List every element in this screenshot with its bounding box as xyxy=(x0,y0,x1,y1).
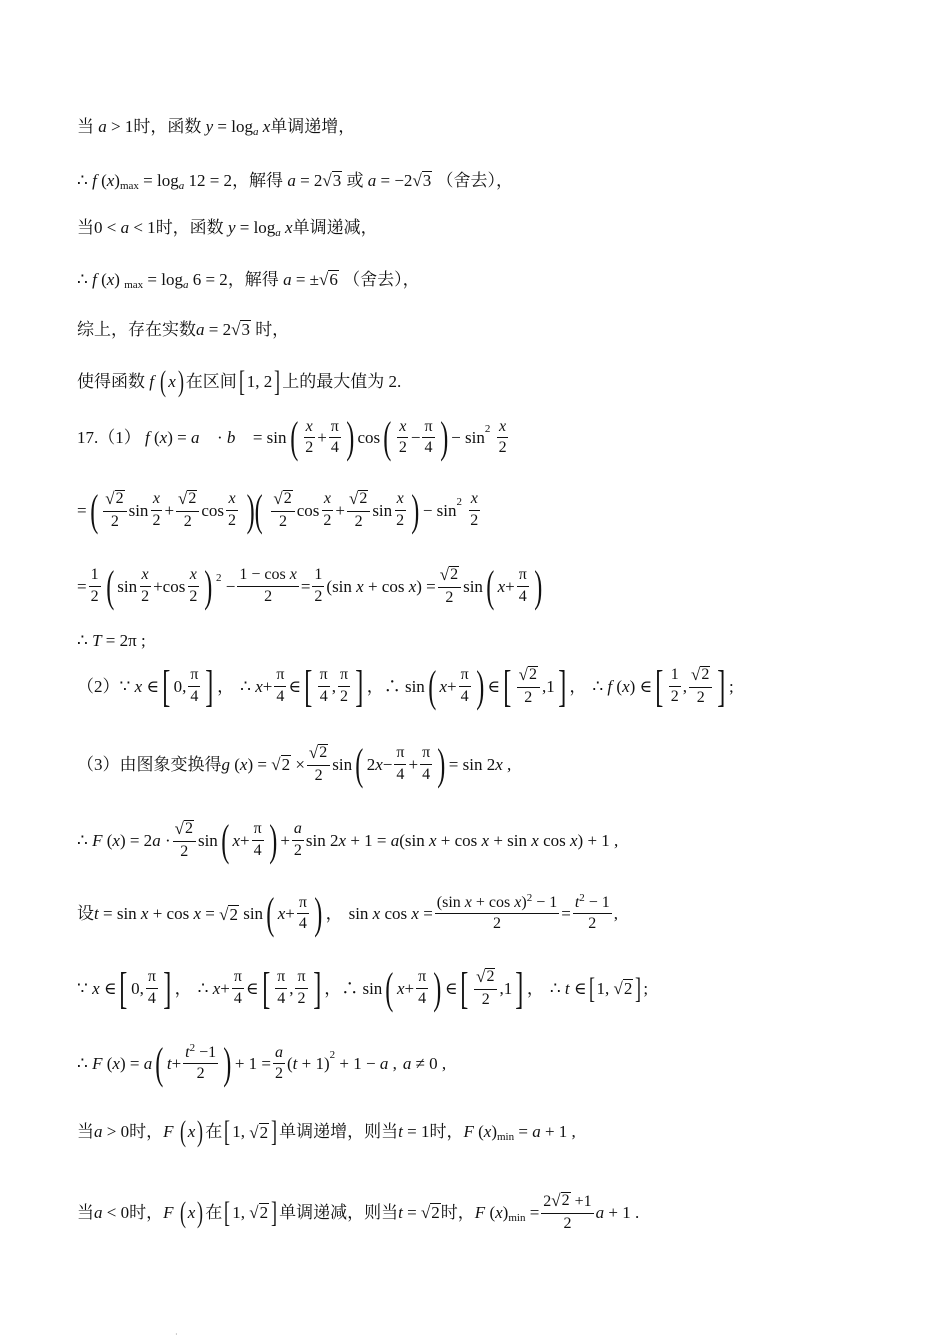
text: 在区间 xyxy=(185,372,237,391)
text: 或 xyxy=(346,170,364,190)
text-line-17: 当 a > 0 时， F ( x ) 在 [ 1, √ 2 ] 单调递增，则当 t = 1 时， F ( x ) min = a + 1 , xyxy=(77,1115,576,1148)
text: 当 xyxy=(77,1202,94,1222)
text-line-18: 当 a < 0 时， F ( x ) 在 [ 1, √ 2 ] 单调递减，则当 t = √ 2 时， F ( x ) min = 2 √ 2 +1 2 a + 1 . xyxy=(77,1191,640,1232)
text: （舍去）， xyxy=(436,170,514,190)
text: 单调递减， xyxy=(292,218,378,237)
text: 当 xyxy=(77,1122,94,1141)
text: 时， xyxy=(129,1122,164,1141)
text: 时， xyxy=(429,1122,464,1141)
text: （3）由图象变换得 xyxy=(77,754,222,774)
text-line-6: 使得函数 f ( x ) 在区间 [ 1, 2 ] 上的最大值为 2. xyxy=(77,365,402,398)
text: 上的最大值为 2. xyxy=(282,372,402,391)
text-line-15: ∵ x ∈ [ 0, $\frac{\pi}{4}$ ] ， ∴ x + $\frac{\pi}{4}$ ∈ [ $\frac{\pi}{4}$ , $\frac{\pi}{2}$ ] ，∴ sin ( x + $\frac{\pi}{4}$ ) ∈ [ √ 2 2 ,1 ] ， ∴ t ∈ [ 1, √ 2 ] ; xyxy=(77,963,649,1013)
text: 时， xyxy=(255,319,290,339)
text: 使得函数 xyxy=(77,372,145,391)
text-line-14: 设 t = sin x + cos x = √ 2 sin ( x + $\frac{\pi}{4}$ ) ， sin x cos x = $\frac{(\sin x + \cos x)^2 - 1}{2}$ = $\frac{t^2 - 1}{2}$ , xyxy=(77,889,619,938)
text-line-3: 当 0 < a < 1 时，函数 y = log a x 单调递减， xyxy=(77,218,378,239)
text-line-9: = $\frac{1}{2}$ ( sin $\frac{x}{2}$ +cos $\frac{x}{2}$ ) 2 − $\frac{\text{1 − cos x}}{2}$ = $\frac{1}{2}$ (sin x + cos x ) = √ 2 2 sin ( x + $\frac{\pi}{4}$ ) xyxy=(77,561,543,611)
text: 综上，存在实数 xyxy=(77,319,196,339)
text: （2） xyxy=(77,676,120,696)
text: 时， xyxy=(440,1202,475,1222)
text-line-5: 综上，存在实数 a = 2 √ 3 时， xyxy=(77,319,290,339)
text: （舍去）， xyxy=(343,269,420,289)
text: 设 xyxy=(77,904,94,924)
text: ，解得 xyxy=(227,269,279,289)
text: 在 xyxy=(205,1202,223,1222)
text-line-13: ∴ F ( x ) = 2 a · √ 2 2 sin ( x + $\frac{\pi}{4}$ ) + $\frac{a}{2}$ sin 2 x + 1 = a (sin x + cos x + sin x cos x ) + 1 , xyxy=(77,815,619,865)
text-line-11: （2） ∵ x ∈ [ 0, $\frac{\pi}{4}$ ] ， ∴ x + $\frac{\pi}{4}$ ∈ [ $\frac{\pi}{4}$ , $\frac{\pi}{2}$ ] ，∴ sin ( x + $\frac{\pi}{4}$ ) ∈ [ √ 2 2 ,1 ] ， ∴ f ( x ) ∈ [ $\frac{1}{2}$ , √ 2 2 ] ; xyxy=(77,661,734,711)
text: 时，函数 xyxy=(133,117,202,136)
text: 在 xyxy=(205,1122,223,1141)
text: 时，函数 xyxy=(155,218,224,237)
text-line-12: （3）由图象变换得 g ( x ) = √ 2 × √ 2 2 sin ( 2 x − $\frac{\pi}{4}$ + $\frac{\pi}{4}$ ) = sin 2 x , xyxy=(77,739,512,789)
text-line-8: = ( √ 2 2 sin $\frac{x}{2}$ + √ 2 2 cos $\frac{x}{2}$ )( √ 2 2 cos $\frac{x}{2}$ + √ 2 2 sin $\frac{x}{2}$ ) − sin 2 $\frac{x}{2}$ xyxy=(77,485,479,535)
text: 单调递增， xyxy=(270,117,356,136)
text-line-16: ∴ F ( x ) = a ( t + $\frac{t^2 -1}{2}$ ) + 1 = $\frac{a}{2}$ ( t + 1) 2 + 1 − a , a ≠ 0 , xyxy=(77,1039,447,1088)
text: 单调递增，则当 xyxy=(279,1122,399,1141)
text: 当 xyxy=(77,218,94,237)
text: 时， xyxy=(129,1202,164,1222)
text-line-2: ∴ f ( x ) max = log a 12 = 2 ，解得 a = 2 √ 3 或 a = −2 √ 3 （舍去）， xyxy=(77,170,514,192)
text-line-10: ∴ T = 2π ; xyxy=(77,631,146,650)
text-line-1: 当 a > 1 时，函数 y = log a x 单调递增， xyxy=(77,117,356,138)
text: 单调递减，则当 xyxy=(279,1202,399,1222)
text-line-7: 17.（1） f ( x ) = a⃗ · b⃗ = sin ( $\frac{x}{2}$ + $\frac{\pi}{4}$ ) cos ( $\frac{x}{2}$ − $\frac{\pi}{4}$ ) − sin 2 $\frac{x}{2}$ xyxy=(77,413,507,462)
text: ，解得 xyxy=(232,170,284,190)
text-line-4: ∴ f ( x ) max = log a 6 = 2 ，解得 a = ± √ 6 （舍去）， xyxy=(77,269,420,291)
text: 当 xyxy=(77,117,94,136)
footer-mark: · xyxy=(175,1330,178,1339)
text: 17.（1） xyxy=(77,428,141,448)
